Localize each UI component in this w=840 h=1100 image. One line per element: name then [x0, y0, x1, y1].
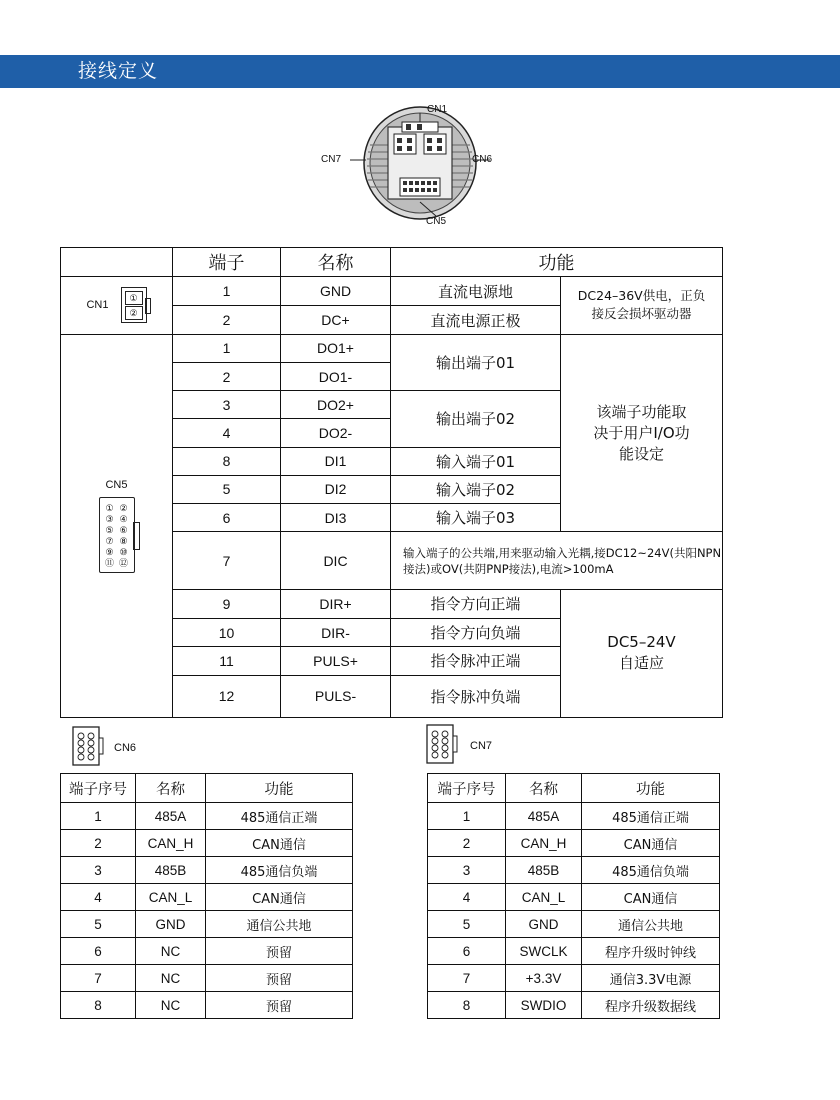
- table-row: [61, 334, 723, 362]
- motor-end-connector-drawing: [320, 100, 520, 230]
- cn1-terminal-cell: 1: [173, 277, 281, 306]
- function-cell: 485通信正端: [582, 803, 720, 830]
- seq-cell: 4: [428, 884, 506, 911]
- table-row: [61, 884, 353, 911]
- function-cell: 485通信负端: [206, 857, 353, 884]
- table-row: [61, 911, 353, 938]
- seq-cell: 3: [61, 857, 136, 884]
- table-row: [61, 277, 723, 306]
- header-function: 功能: [582, 774, 720, 803]
- pin-mark: ⑩: [119, 546, 128, 557]
- cn5-name-cell: DI2: [281, 475, 391, 503]
- cn7-pin-table: [427, 773, 720, 1019]
- cn5-function-cell: 指令方向负端: [391, 619, 561, 647]
- cn5-name-cell: PULS+: [281, 647, 391, 675]
- cn5-terminal-cell: 10: [173, 619, 281, 647]
- pin-mark: ⑥: [119, 524, 128, 535]
- pin-mark: ⑨: [105, 546, 114, 557]
- cn7-table-body: [428, 803, 720, 1019]
- header-blank: [61, 248, 173, 277]
- cn5-terminal-cell: 3: [173, 391, 281, 419]
- table-row: [61, 938, 353, 965]
- seq-cell: 7: [428, 965, 506, 992]
- cn5-name-cell: DO2-: [281, 419, 391, 447]
- cn5-name-cell: DO1+: [281, 334, 391, 362]
- seq-cell: 5: [428, 911, 506, 938]
- pin-mark: ⑪: [104, 557, 114, 568]
- table-row: [61, 803, 353, 830]
- cn5-function-cell: 指令脉冲正端: [391, 647, 561, 675]
- name-cell: CAN_L: [506, 884, 582, 911]
- function-cell: 485通信负端: [582, 857, 720, 884]
- header-name: 名称: [506, 774, 582, 803]
- cn6-icon-drawing: [72, 726, 106, 766]
- name-cell: GND: [506, 911, 582, 938]
- cn5-function-cell: 指令脉冲负端: [391, 675, 561, 717]
- cn5-terminal-cell: 4: [173, 419, 281, 447]
- cn5-name-cell: DI3: [281, 504, 391, 532]
- cn5-terminal-cell: 2: [173, 362, 281, 390]
- seq-cell: 6: [428, 938, 506, 965]
- seq-cell: 8: [428, 992, 506, 1019]
- function-cell: 预留: [206, 965, 353, 992]
- cn7-connector-icon: [426, 724, 460, 768]
- cn1-power-note: DC24–36V供电，正负接反会损坏驱动器: [561, 277, 723, 334]
- cn1-connector-icon: [121, 287, 147, 323]
- name-cell: GND: [136, 911, 206, 938]
- cn6-connector-icon: [72, 726, 106, 770]
- table-row: [428, 884, 720, 911]
- name-cell: CAN_H: [506, 830, 582, 857]
- function-cell: 通信3.3V电源: [582, 965, 720, 992]
- cn5-function-cell: 指令方向正端: [391, 589, 561, 618]
- seq-cell: 4: [61, 884, 136, 911]
- cn5-label: CN5: [105, 478, 128, 491]
- cn5-function-cell: 输入端子03: [391, 504, 561, 532]
- name-cell: 485A: [506, 803, 582, 830]
- table-row: [428, 803, 720, 830]
- cn1-function-cell: 直流电源地: [391, 277, 561, 306]
- table-row: [428, 830, 720, 857]
- name-cell: NC: [136, 992, 206, 1019]
- function-cell: 通信公共地: [206, 911, 353, 938]
- cn5-terminal-cell: 6: [173, 504, 281, 532]
- seq-cell: 2: [428, 830, 506, 857]
- function-cell: 预留: [206, 938, 353, 965]
- cn5-terminal-cell: 1: [173, 334, 281, 362]
- header-seq: 端子序号: [428, 774, 506, 803]
- table-row: [428, 857, 720, 884]
- table-row: [61, 992, 353, 1019]
- seq-cell: 7: [61, 965, 136, 992]
- cn1-callout-label: CN1: [427, 104, 448, 115]
- function-cell: CAN通信: [206, 830, 353, 857]
- name-cell: NC: [136, 965, 206, 992]
- pin-mark: ⑦: [105, 535, 114, 546]
- cn1-label: CN1: [86, 299, 109, 312]
- cn5-terminal-cell: 9: [173, 589, 281, 618]
- header-function: 功能: [391, 248, 723, 277]
- seq-cell: 3: [428, 857, 506, 884]
- do2-function-cell: 输出端子02: [391, 391, 561, 447]
- function-cell: 程序升级数据线: [582, 992, 720, 1019]
- pin-mark: ③: [105, 513, 114, 524]
- cn1-cn5-terminal-table: [60, 247, 723, 718]
- io-function-note: 该端子功能取决于用户I/O功能设定: [561, 334, 723, 532]
- name-cell: CAN_L: [136, 884, 206, 911]
- seq-cell: 6: [61, 938, 136, 965]
- name-cell: NC: [136, 938, 206, 965]
- table-row: [61, 965, 353, 992]
- name-cell: 485B: [136, 857, 206, 884]
- table-header-row: [428, 774, 720, 803]
- function-cell: 485通信正端: [206, 803, 353, 830]
- cn5-name-cell: PULS-: [281, 675, 391, 717]
- cn5-connector-cell: [61, 334, 173, 717]
- header-name: 名称: [136, 774, 206, 803]
- seq-cell: 8: [61, 992, 136, 1019]
- pin-mark: ②: [119, 502, 128, 513]
- header-name: 名称: [281, 248, 391, 277]
- cn5-name-cell: DIC: [281, 532, 391, 589]
- seq-cell: 5: [61, 911, 136, 938]
- cn5-name-cell: DI1: [281, 447, 391, 475]
- cn5-name-cell: DO1-: [281, 362, 391, 390]
- cn6-label: CN6: [114, 742, 137, 754]
- dic-description-cell: 输入端子的公共端,用来驱动输入光耦,接DC12~24V(共阳NPN接法)或OV(共阴PNP接法),电流>100mA: [391, 532, 723, 589]
- connector-overview-figure: [320, 100, 520, 234]
- seq-cell: 1: [61, 803, 136, 830]
- function-cell: CAN通信: [582, 830, 720, 857]
- cn6-table-body: [61, 803, 353, 1019]
- seq-cell: 2: [61, 830, 136, 857]
- cn5-name-cell: DIR+: [281, 589, 391, 618]
- cn7-icon-drawing: [426, 724, 460, 764]
- section-title-banner: [0, 55, 840, 88]
- function-cell: CAN通信: [206, 884, 353, 911]
- cn5-terminal-cell: 7: [173, 532, 281, 589]
- function-cell: 预留: [206, 992, 353, 1019]
- cn5-terminal-cell: 11: [173, 647, 281, 675]
- pin-mark: ⑫: [118, 557, 128, 568]
- function-cell: 程序升级时钟线: [582, 938, 720, 965]
- cn5-terminal-cell: 12: [173, 675, 281, 717]
- name-cell: 485A: [136, 803, 206, 830]
- cn1-name-cell: DC+: [281, 306, 391, 334]
- cn6-callout-label: CN6: [472, 154, 493, 165]
- pin-mark: ④: [119, 513, 128, 524]
- cn5-connector-icon: [99, 497, 135, 573]
- pin-mark: ①: [105, 502, 114, 513]
- name-cell: SWCLK: [506, 938, 582, 965]
- table-row: [61, 857, 353, 884]
- cn5-terminal-cell: 5: [173, 475, 281, 503]
- cn1-terminal-cell: 2: [173, 306, 281, 334]
- name-cell: CAN_H: [136, 830, 206, 857]
- cn5-name-cell: DO2+: [281, 391, 391, 419]
- cn6-pin-table: [60, 773, 353, 1019]
- cn5-name-cell: DIR-: [281, 619, 391, 647]
- header-function: 功能: [206, 774, 353, 803]
- cn1-name-cell: GND: [281, 277, 391, 306]
- header-terminal: 端子: [173, 248, 281, 277]
- cn5-callout-label: CN5: [426, 216, 447, 227]
- cn5-function-cell: 输入端子02: [391, 475, 561, 503]
- table-header-row: [61, 774, 353, 803]
- cn5-function-cell: 输入端子01: [391, 447, 561, 475]
- table-row: [428, 992, 720, 1019]
- table-header-row: [61, 248, 723, 277]
- pin-mark: ②: [125, 306, 143, 320]
- pin-mark: ⑧: [119, 535, 128, 546]
- table-row: [428, 965, 720, 992]
- cn5-terminal-cell: 8: [173, 447, 281, 475]
- table-row: [61, 830, 353, 857]
- seq-cell: 1: [428, 803, 506, 830]
- section-title: 接线定义: [78, 60, 159, 82]
- name-cell: +3.3V: [506, 965, 582, 992]
- name-cell: SWDIO: [506, 992, 582, 1019]
- function-cell: CAN通信: [582, 884, 720, 911]
- table-row: [428, 911, 720, 938]
- cn7-label: CN7: [470, 740, 493, 752]
- header-seq: 端子序号: [61, 774, 136, 803]
- pin-mark: ⑤: [105, 524, 114, 535]
- cn7-callout-label: CN7: [321, 154, 342, 165]
- cn1-connector-cell: [61, 277, 173, 334]
- function-cell: 通信公共地: [582, 911, 720, 938]
- cn1-function-cell: 直流电源正极: [391, 306, 561, 334]
- name-cell: 485B: [506, 857, 582, 884]
- do1-function-cell: 输出端子01: [391, 334, 561, 390]
- pulse-voltage-note: DC5–24V自适应: [561, 589, 723, 717]
- pin-mark: ①: [125, 291, 143, 305]
- table-row: [428, 938, 720, 965]
